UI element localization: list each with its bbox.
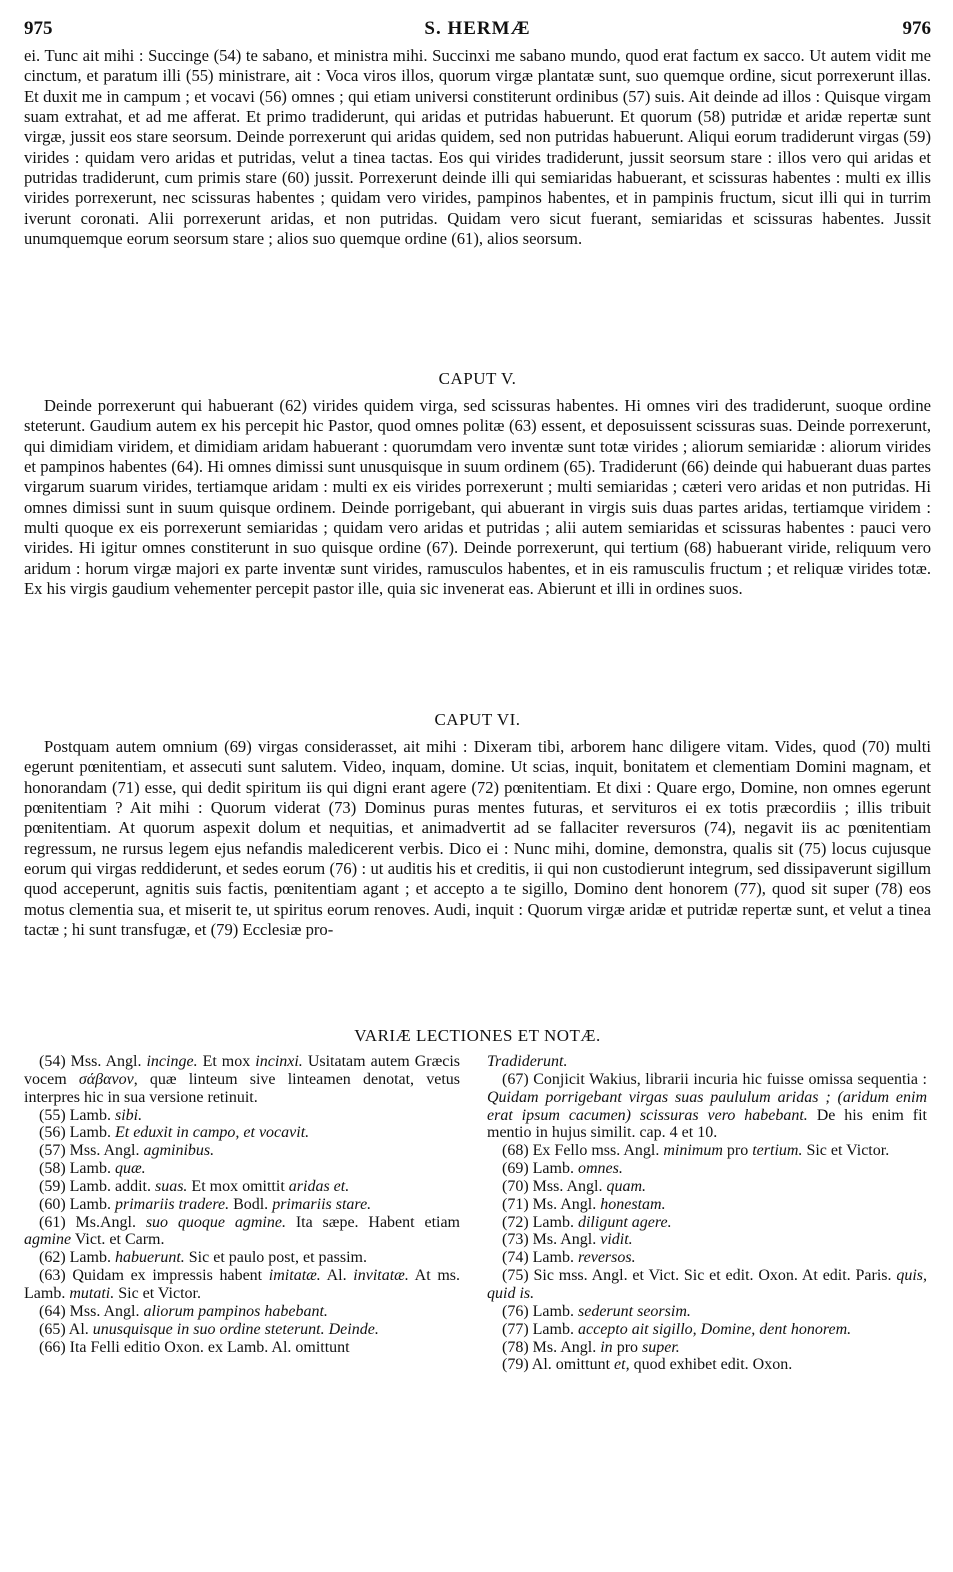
caput-v-block: [24, 396, 931, 599]
caput-v-paragraph: Deinde porrexerunt qui habuerant (62) virides quidem virga, sed scissuras habentes. Hi omnes viri des tradiderunt, suoque ordine steterunt. Gaudium autem ex his percepit hic Pastor, quod omnes politæ (63) essent, et deposuissent scissuras suas. Deinde porrexerunt, qui dimidiam viridem, et dimidiam aridam habuerant : quorumdam vero inventæ sunt totæ virides ; aliorum semiaridæ : aliorum virides et pampinos habentes (64). Hi omnes dimissi sunt unusquisque in suum ordinem (65). Tradiderunt (66) deinde qui habuerant duas partes virgarum suarum virides, tertiamque aridam : multi ex eis virides porrexerunt ; multi semiaridas ; cæteri vero aridas et non putridas. Hi omnes dimissi sunt in suum quisque ordinem. Deinde porrigebant, qui abuerant in virgis suis duas partes aridas, tertiamque viridem : multi quoque ex eis porrexerunt semiaridas ; quidam vero aridas et putridas ; alii autem semiaridas et scissuras habentes : pauci vero virides. Hi igitur omnes constiterunt in suo quisque ordine (67). Deinde porrexerunt, qui tertium (68) habuerant viride, reliquum vero aridum : horum virgæ majori ex parte inventæ sunt virides, ramusculos habentes, et in eis ramusculis fructum ; et reliquæ virides totæ. Ex his virgis gaudium vehementer percepit pastor ille, quia sic invenerat eas. Abierunt et illi in ordines suos.: [24, 396, 931, 599]
running-title: S. HERMÆ: [424, 18, 531, 39]
intro-paragraph: ei. Tunc ait mihi : Succinge (54) te sabano, et ministra mihi. Succinxi me sabano mundo, quod erat factum ex sacco. Ut autem vidit me cinctum, et paratum illi (55) ministrare, ait : Voca viros illos, quorum virgæ plantatæ sunt, suo quemque ordine, sicut porrexerunt illas. Et duxit me in campum ; et vocavi (56) omnes ; qui etiam universi constiterunt ordinibus (57) suis. Ait deinde ad illos : Quisque virgam suam extrahat, et ad me afferat. Et primo tradiderunt, qui aridas et putridas habuerunt. Et quorum (58) putridæ et aridæ repertæ sunt virgæ, jussit eos stare seorsum. Deinde porrexerunt qui aridas quidem, sed non putridas habuerunt. Aliqui eorum tradiderunt virgas (59) virides : quidam vero aridas et putridas, velut a tinea tactas. Eos qui virides tradiderunt, jussit seorsum stare : illos vero qui aridas et putridas tradiderunt, cum primis stare (60) jussit. Porrexerunt deinde illi qui semiaridas habuerant, et scissuras habentes : multi ex illis virides porrexerunt, nec scissuras habentes ; quidam vero virides, pampinos habentes, et in pampinis fructum, sicut illi qui in turrim iverunt coronati. Alii porrexerunt aridas, et non putridas. Quidam vero sicut fuerant, semiaridas et scissuras habentes. Jussit unumquemque eorum seorsum stare ; alios suo quemque ordine (61), alios seorsum.: [24, 46, 931, 249]
page-number-right: 976: [902, 18, 931, 39]
note-58: (58) Lamb. quæ.: [39, 1160, 146, 1178]
note-66-continued: Tradiderunt.: [487, 1053, 568, 1070]
note-67: (67) Conjicit Wakius, librarii incuria hic fuisse omissa sequentia : Quidam porrigebant virgas suas paululum aridas ; (aridum enim erat ipsum cacumen) scissuras vero habebant. De his enim fit mentio in hujus similit. cap. 4 et 10.: [487, 1070, 927, 1142]
caput-v-heading: CAPUT V.: [438, 369, 517, 388]
notes-column-right: [487, 1053, 927, 1374]
note-78: (78) Ms. Angl. in pro super.: [502, 1338, 680, 1356]
note-64: (64) Mss. Angl. aliorum pampinos habebant.: [39, 1302, 328, 1320]
note-63: (63) Quidam ex impressis habent imitatæ. Al. invitatæ. At ms. Lamb. mutati. Sic et Victor.: [24, 1267, 461, 1302]
note-75: (75) Sic mss. Angl. et Vict. Sic et edit. Oxon. At edit. Paris. quis, quid is.: [487, 1267, 928, 1302]
notes-heading: VARIÆ LECTIONES ET NOTÆ.: [354, 1026, 601, 1045]
note-69: (69) Lamb. omnes.: [502, 1160, 623, 1178]
note-76: (76) Lamb. sederunt seorsim.: [502, 1302, 691, 1320]
note-66: (66) Ita Felli editio Oxon. ex Lamb. Al. omittunt: [39, 1338, 350, 1356]
note-70: (70) Mss. Angl. quam.: [502, 1177, 647, 1195]
note-65: (65) Al. unusquisque in suo ordine steterunt. Deinde.: [39, 1320, 379, 1338]
intro-paragraph-block: [24, 46, 931, 249]
note-61: (61) Ms.Angl. suo quoque agmine. Ita sæpe. Habent etiam agmine Vict. et Carm.: [24, 1213, 460, 1249]
note-60: (60) Lamb. primariis tradere. Bodl. primariis stare.: [39, 1195, 372, 1213]
note-79: (79) Al. omittunt et, quod exhibet edit. Oxon.: [502, 1356, 793, 1374]
caput-vi-paragraph: Postquam autem omnium (69) virgas considerasset, ait mihi : Dixeram tibi, arborem hanc diligere vitam. Vides, quod (70) multi egerunt pœnitentiam, et assecuti sunt salutem. Video, inquam, domine. Ut scias, inquit, bonitatem et clementiam Domini magnam, et honorandam (71) esse, qui dedit spiritum iis qui digni erant agere (72) pœnitentiam. Et dixi : Quare ergo, Domine, non omnes egerunt pœnitentiam ? Ait mihi : Quorum viderat (73) Dominus puras mentes futuras, et servituros ei ex totis præcordiis ; illis tribuit pœnitentiam. At quorum aspexit dolum et nequitias, et animadvertit ad se fallaciter reversuros (74), negavit iis ac pœnitentiam regressum, ne rursus legem ejus nefandis maledicerent verbis. Dico ei : Nunc mihi, domine, demonstra, qualis sit (75) locus cujusque eorum qui virgas reddiderunt, et sedes eorum (76) : ut auditis his et creditis, ii qui non custodierunt integrum, sed dissipaverunt sigillum quod acceperunt, agnitis suis factis, pœnitentiam agant ; et accepto a te sigillo, Domino dent honorem (77), quod sit super (78) eos motus clementia sua, et miserit te, ut spiritus eorum renoves. Audi, inquit : Quorum virgæ aridæ et putridæ repertæ sunt, et velut a tinea tactæ ; hi sunt transfugæ, et (79) Ecclesiæ pro-: [24, 737, 931, 940]
notes-column-left: [24, 1053, 460, 1356]
caput-vi-heading: CAPUT VI.: [434, 710, 521, 729]
note-71: (71) Ms. Angl. honestam.: [502, 1195, 666, 1213]
note-73: (73) Ms. Angl. vidit.: [502, 1231, 633, 1249]
page-number-left: 975: [24, 18, 53, 39]
note-77: (77) Lamb. accepto ait sigillo, Domine, dent honorem.: [502, 1320, 852, 1338]
note-57: (57) Mss. Angl. agminibus.: [39, 1142, 215, 1160]
note-56: (56) Lamb. Et eduxit in campo, et vocavit.: [39, 1124, 310, 1142]
caput-vi-block: [24, 737, 931, 940]
note-55: (55) Lamb. sibi.: [39, 1106, 143, 1124]
note-68: (68) Ex Fello mss. Angl. minimum pro tertium. Sic et Victor.: [502, 1142, 890, 1160]
note-74: (74) Lamb. reversos.: [502, 1249, 636, 1267]
page-header: [24, 18, 931, 44]
note-62: (62) Lamb. habuerunt. Sic et paulo post, et passim.: [39, 1249, 367, 1267]
note-54: (54) Mss. Angl. incinge. Et mox incinxi. Usitatam autem Græcis vocem σάβανον, quæ linteum sive linteamen denotat, vetus interpres hic in sua versione retinuit.: [24, 1053, 461, 1106]
note-59: (59) Lamb. addit. suas. Et mox omittit aridas et.: [39, 1177, 350, 1195]
note-72: (72) Lamb. diligunt agere.: [502, 1213, 672, 1231]
